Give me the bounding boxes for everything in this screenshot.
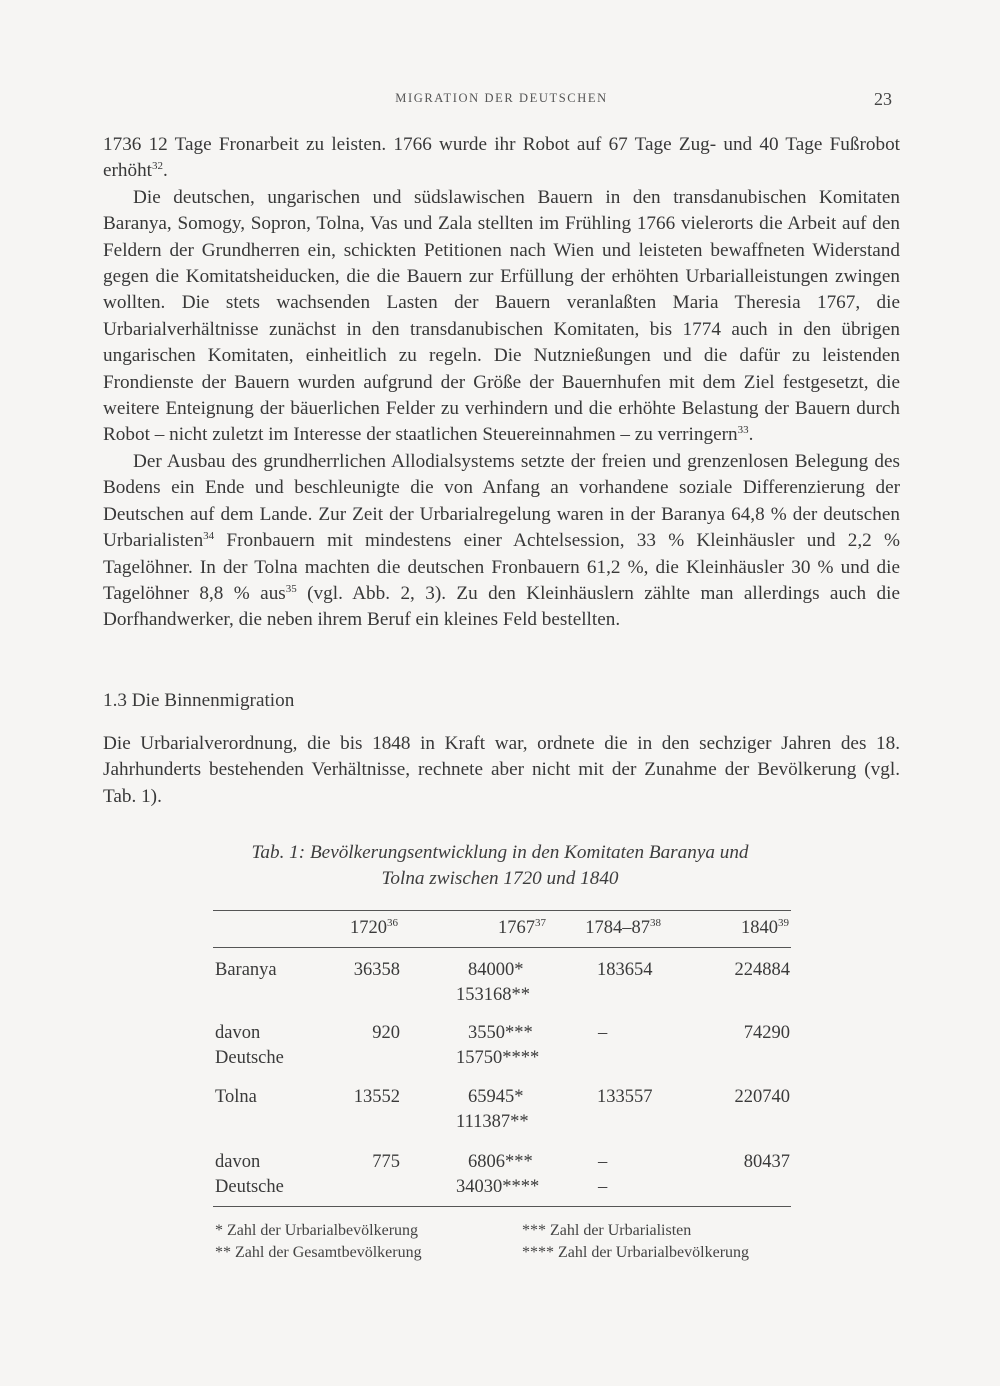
table-footnote: * Zahl der Urbarialbevölkerung [215, 1222, 419, 1239]
row-label: Baranya [215, 960, 277, 980]
footnote-ref: 38 [650, 917, 661, 929]
table-cell: 15750**** [456, 1048, 540, 1068]
table-caption [200, 840, 800, 892]
section-text [103, 731, 900, 810]
row-label: Deutsche [215, 1177, 284, 1197]
table-rule-top [213, 910, 791, 911]
table-footnote: ** Zahl der Gesamtbevölkerung [215, 1244, 422, 1261]
table-cell: 65945* [468, 1087, 524, 1107]
body-paragraph [103, 185, 900, 449]
table-caption-line: Tolna zwischen 1720 und 1840 [381, 868, 619, 889]
table-cell: 84000* [468, 960, 524, 980]
text-run: . [748, 424, 754, 446]
table-rule-bottom [213, 1206, 791, 1207]
table-cell: 6806*** [468, 1152, 533, 1172]
text-run: Fronbauern mit mindestens einer Achtelsession, 33 % Kleinhäusler und 2,2 % Tagelöhner. In der Tolna machten die deutschen Fronbauern 61,2 %, die Kleinhäusler 30 % und die Tagelöhner 8,8 % aus [103, 530, 900, 604]
running-head [103, 89, 900, 111]
table-cell: 183654 [597, 960, 653, 980]
table-caption-line: Tab. 1: Bevölkerungsentwicklung in den Komitaten Baranya und [251, 842, 749, 863]
table-cell: 920 [372, 1023, 400, 1043]
body-paragraph [103, 449, 900, 634]
table-rule-header [213, 947, 791, 948]
table-cell: 36358 [353, 960, 400, 980]
table-cell: 13552 [353, 1087, 400, 1107]
table-cell: 80437 [743, 1152, 790, 1172]
table-cell: 133557 [597, 1087, 653, 1107]
column-header-label: 1784–87 [585, 918, 650, 938]
table-cell: – [598, 1023, 608, 1043]
table-cell: 74290 [743, 1023, 790, 1043]
section-paragraph: Die Urbarialverordnung, die bis 1848 in Kraft war, ordnete die in den sechziger Jahren des 18. Jahrhunderts bestehenden Verhältnisse, rechnete aber nicht mit der Zunahme der Bevölkerung (vgl. Tab. 1). [103, 733, 900, 807]
column-header [350, 916, 398, 940]
table-cell: 34030**** [456, 1177, 540, 1197]
row-label: davon [215, 1023, 261, 1043]
row-label: davon [215, 1152, 261, 1172]
table-cell: 224884 [734, 960, 790, 980]
text-run: (vgl. Abb. 2, 3). Zu den Kleinhäuslern zählte man allerdings auch die Dorfhandwerker, die neben ihrem Beruf ein kleines Feld bestellten. [103, 582, 900, 631]
footnote-ref: 35 [285, 582, 297, 595]
column-header-label: 1720 [350, 918, 387, 938]
body-paragraph [103, 132, 900, 185]
column-header-label: 1767 [498, 918, 535, 938]
row-label: Deutsche [215, 1048, 284, 1068]
table-cell: 111387** [456, 1112, 529, 1132]
table-cell: 775 [372, 1152, 400, 1172]
footnote-ref: 36 [387, 917, 398, 929]
column-header [585, 916, 661, 940]
footnote-ref: 39 [778, 917, 789, 929]
running-title: MIGRATION DER DEUTSCHEN [395, 91, 608, 105]
text-run: Die deutschen, ungarischen und südslawischen Bauern in den transdanubischen Komitaten Baranya, Somogy, Sopron, Tolna, Vas und Zala stellten im Frühling 1766 vielerorts die Arbeit auf den Feldern der Grundherren ein, schickten Petitionen nach Wien und leisteten bewaffneten Widerstand gegen die Komitatsheiducken, die die Bauern zur Erfüllung der erhöhten Urbarialleistungen zwingen wollten. Die stets wachsenden Lasten der Bauern veranlaßten Maria Theresia 1767, die Urbarialverhältnisse zunächst in den transdanubischen Komitaten, bis 1774 auch in den übrigen ungarischen Komitaten, einheitlich zu regeln. Die Nutznießungen und die dafür zu leistenden Frondienste der Bauern wurden aufgrund der Größe der Bauernhufen mit dem Ziel festgesetzt, die weitere Enteignung der bäuerlichen Felder zu verhindern und die erhöhte Belastung der Bauern durch Robot – nicht zuletzt im Interesse der staatlichen Steuereinnahmen – zu verringern [103, 186, 900, 446]
column-header [498, 916, 546, 940]
text-run: . [163, 160, 168, 182]
table-footnote: **** Zahl der Urbarialbevölkerung [522, 1244, 750, 1261]
table-cell: 220740 [734, 1087, 790, 1107]
table-footnote: *** Zahl der Urbarialisten [522, 1222, 692, 1239]
row-label: Tolna [215, 1087, 257, 1107]
text-run: Der Ausbau des grundherrlichen Allodialsystems setzte der freien und grenzenlosen Belegung des Bodens ein Ende und beschleunigte die von Anfang an vorhandene soziale Differenzierung der Deutschen auf dem Lande. Zur Zeit der Urbarialregelung waren in der Baranya 64,8 % der deutschen Urbarialisten [103, 450, 900, 552]
column-header-label: 1840 [741, 918, 778, 938]
table-cell: – [598, 1152, 608, 1172]
table-cell: – [598, 1177, 608, 1197]
footnote-ref: 32 [152, 160, 164, 173]
footnote-ref: 33 [737, 424, 749, 437]
column-header [741, 916, 789, 940]
text-run: 1736 12 Tage Fronarbeit zu leisten. 1766 wurde ihr Robot auf 67 Tage Zug- und 40 Tage Fußrobot erhöht [103, 134, 900, 182]
table-cell: 153168** [456, 985, 530, 1005]
table-cell: 3550*** [468, 1023, 533, 1043]
page-number: 23 [874, 89, 892, 109]
body-text [103, 132, 900, 634]
footnote-ref: 34 [203, 530, 215, 543]
section-heading: 1.3 Die Binnenmigration [103, 690, 295, 711]
footnote-ref: 37 [535, 917, 546, 929]
